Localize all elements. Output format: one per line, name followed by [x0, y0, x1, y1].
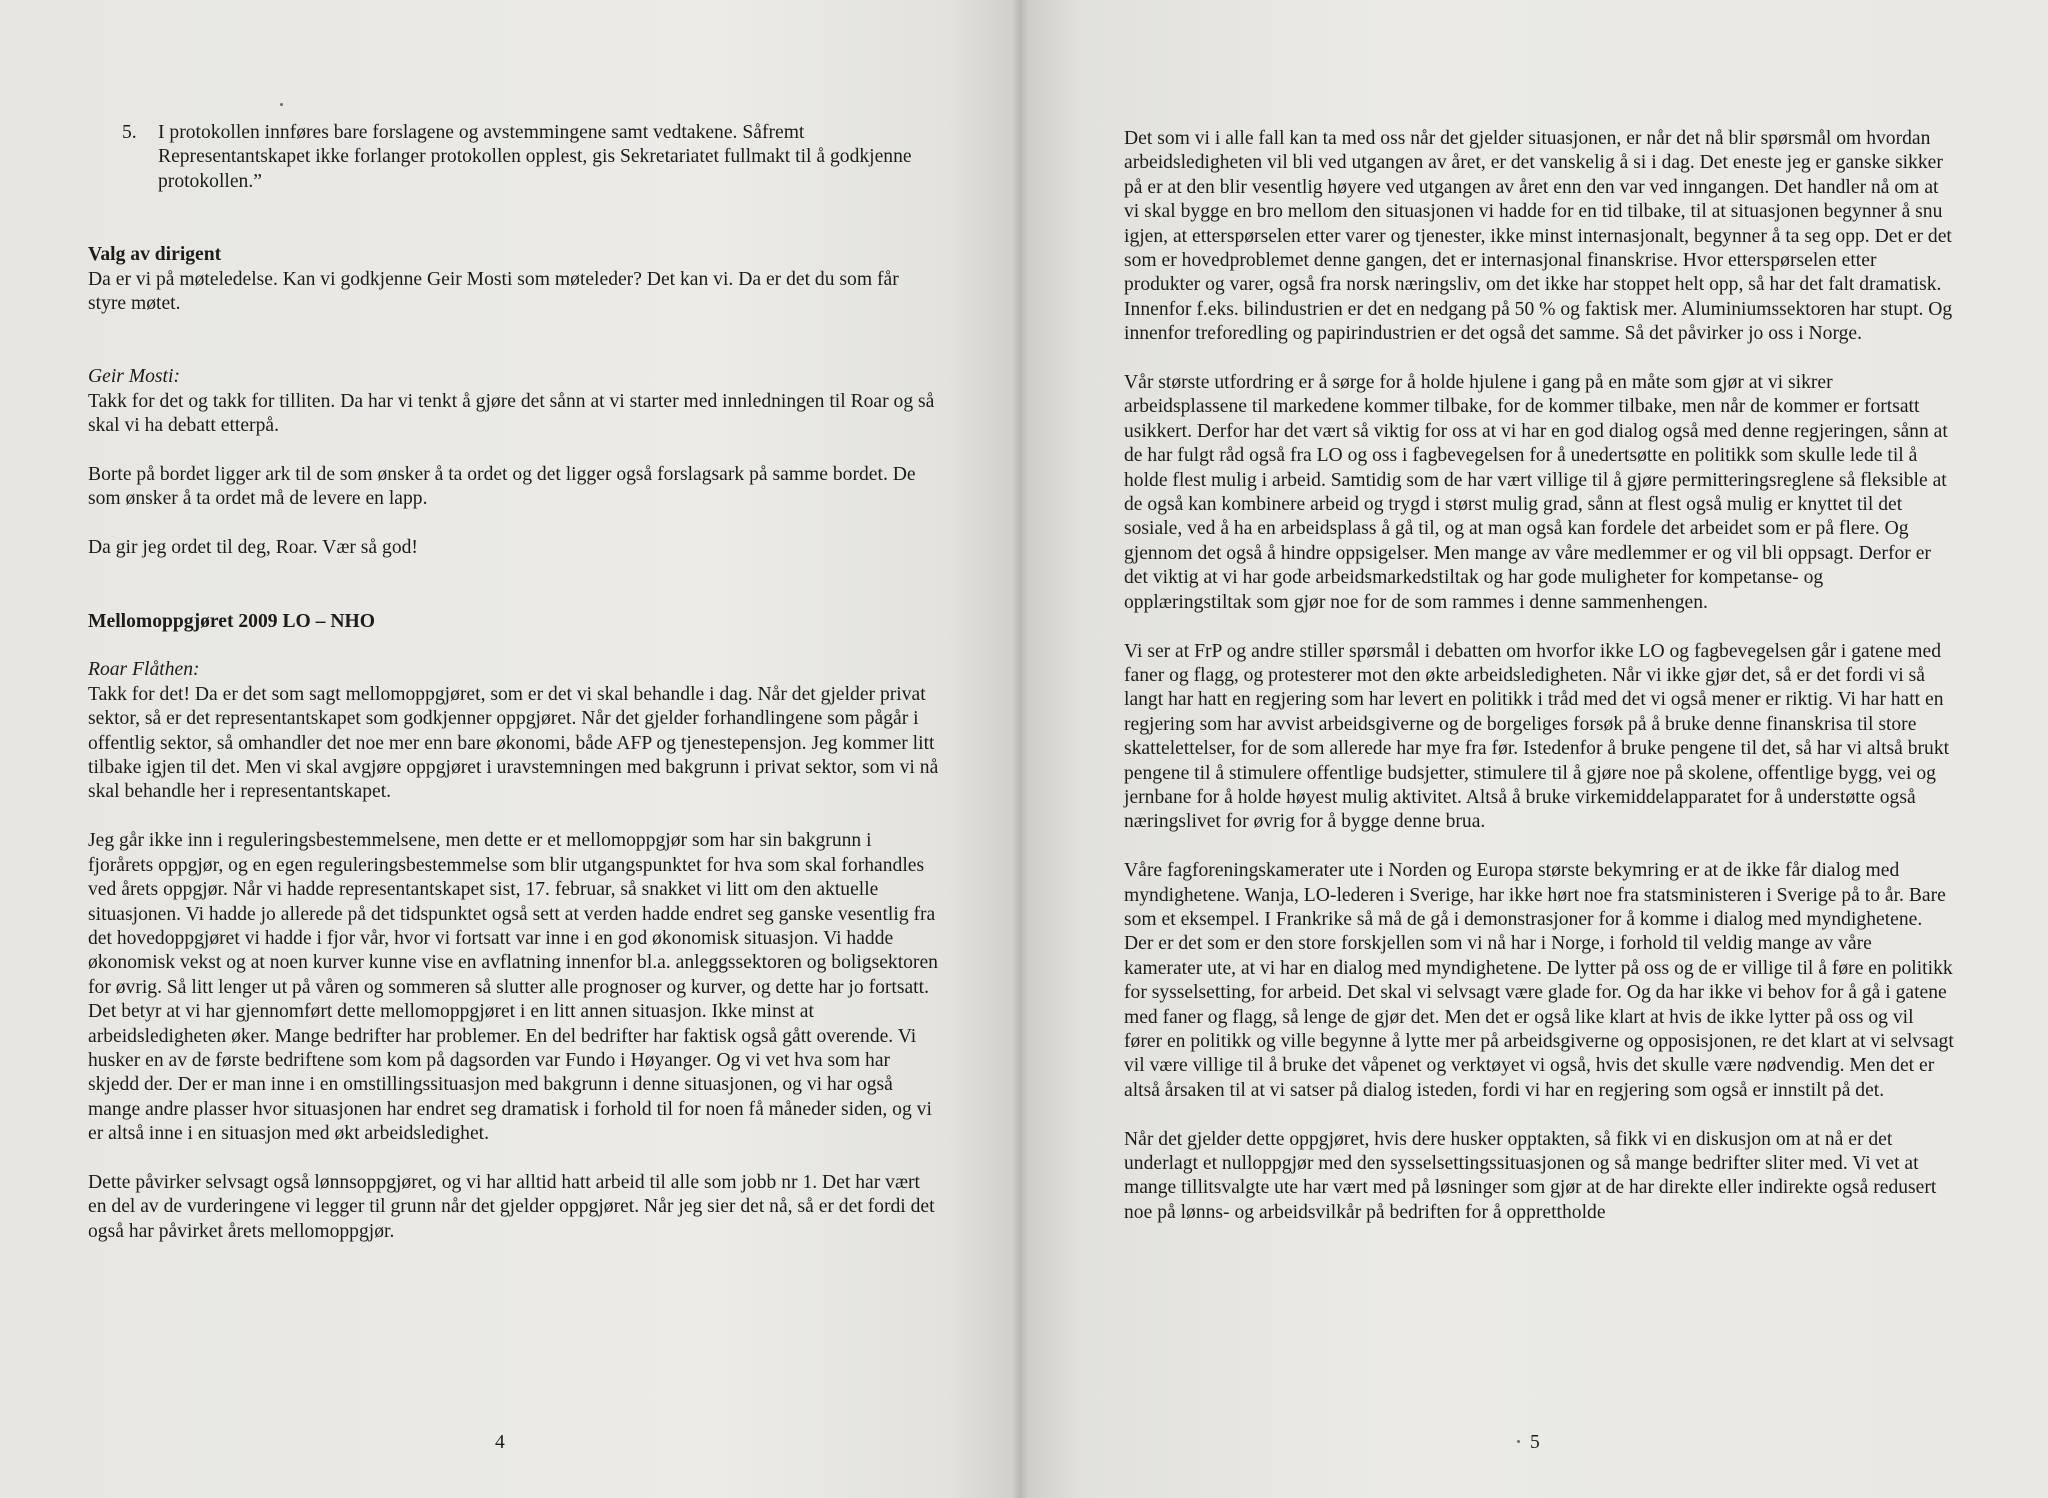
paragraph: Da er vi på møteledelse. Kan vi godkjenne Geir Mosti som møteleder? Det kan vi. Da er det du som får styre møtet. [88, 268, 899, 315]
paragraph: Våre fagforeningskamerater ute i Norden og Europa største bekymring er at de ikke får dialog med myndighetene. Wanja, LO-lederen i Sverige, har ikke hørt noe fra statsministeren i Sverige på to år. Bare som et eksempel. I Frankrike så må de gå i demonstrasjoner for å komme i dialog med myndighetene. Der er det som er den store forskjellen som vi nå har i Norge, i forhold til veldig mange av våre kamerater ute, at vi har en dialog med myndighetene. De lytter på oss og de er villige til å føre en politikk for sysselsetting, for arbeid. Det skal vi selvsagt være glade for. Og da har ikke vi behov for å gå i gatene med faner og flagg, så lenge de gjør det. Men det er også like klart at hvis de ikke lytter på oss og vil fører en politikk og ville begynne å lytte mer på arbeidsgiverne og opposisjonen, re det klart at vi selvsagt vil være villige til å bruke det våpenet og verktøyet vi også, hvis det skulle være nødvendig. Men det er altså årsaken til at vi satser på dialog isteden, fordi vi har en regjering som også er innstilt på det. [1124, 860, 1954, 1101]
page-number: 4 [495, 1432, 505, 1453]
section-heading-mellomoppgjoret: Mellomoppgjøret 2009 LO – NHO [88, 610, 375, 632]
paragraph: Jeg går ikke inn i reguleringsbestemmelsene, men dette er et mellomoppgjør som har sin bakgrunn i fjorårets oppgjør, og en egen reguleringsbestemmelse som blir utgangspunktet for hva som skal forhandles ved årets oppgjør. Når vi hadde representantskapet sist, 17. februar, så snakket vi litt om den aktuelle situasjonen. Vi hadde jo allerede på det tidspunktet også sett at verden hadde endret seg ganske vesentlig fra det hovedoppgjøret vi hadde i fjor vår, hvor vi fortsatt var inne i en god økonomisk situasjon. Vi hadde økonomisk vekst og at noen kurver kunne vise en avflatning innenfor bl.a. anleggssektoren og boligsektoren for øvrig. Så litt lenger ut på våren og sommeren så slutter alle prognoser og kurver, og dette har jo fortsatt. Det betyr at vi har gjennomført dette mellomoppgjøret i en litt annen situasjon. Ikke minst at arbeidsledigheten øker. Mange bedrifter har problemer. En del bedrifter har faktisk også gått overende. Vi husker en av de første bedriftene som kom på dagsorden var Fundo i Høyanger. Og vi vet hva som har skjedd der. Der er man inne i en omstillingssituasjon med bakgrunn i denne situasjonen, og vi har også mange andre plasser hvor situasjonen har endret seg dramatisk i forhold til for noen få måneder siden, og vi er altså inne i en situasjon med økt arbeidsledighet. [88, 830, 938, 1145]
left-page-text [88, 121, 940, 1269]
paragraph: Borte på bordet ligger ark til de som ønsker å ta ordet og det ligger også forslagsark på samme bordet. De som ønsker å ta ordet må de levere en lapp. [88, 464, 916, 510]
speaker-name: Geir Mosti: [88, 366, 180, 388]
item-text: I protokollen innføres bare forslagene og avstemmingene samt vedtakene. Såfremt Representantskapet ikke forlanger protokollen opplest, gis Sekretariatet fullmakt til å godkjenne protokollen.” [158, 122, 912, 192]
section-heading-valg-av-dirigent: Valg av dirigent [88, 244, 222, 266]
right-page [1020, 0, 2048, 1498]
paragraph: Vi ser at FrP og andre stiller spørsmål i debatten om hvorfor ikke LO og fagbevegelsen går i gatene med faner og flagg, og protesterer mot den økte arbeidsledigheten. Når vi ikke gjør det, så er det fordi vi så langt har hatt en regjering som har levert en politikk i tråd med det vi også mener er riktig. Vi har hatt en regjering som har avvist arbeidsgiverne og de borgeliges forsøk på å bruke denne finanskrisa til store skattelettelser, for de som allerede har mye fra før. Istedenfor å bruke pengene til det, så har vi altså brukt pengene til å stimulere offentlige budsjetter, stimulere til å gjøre noe på skolene, offentlige bygg, vei og jernbane for å holde høyest mulig aktivitet. Altså å bruke virkemiddelapparatet for å understøtte også næringslivet for øvrig for å bygge denne brua. [1124, 640, 1950, 833]
item-number: 5. [122, 122, 137, 143]
paragraph: Takk for det og takk for tilliten. Da har vi tenkt å gjøre det sånn at vi starter med innledningen til Roar og så skal vi ha debatt etterpå. [88, 390, 935, 437]
paragraph: Vår største utfordring er å sørge for å holde hjulene i gang på en måte som gjør at vi sikrer arbeidsplassene til markedene kommer tilbake, for de kommer tilbake, men når de kommer er fortsatt usikkert. Derfor har det vært så viktig for oss at vi har en god dialog også med denne regjeringen, sånn at de har fulgt råd også fra LO og oss i fagbevegelsen for å unedertsøtte en politikk som skulle lede til å holde flest mulig i arbeid. Samtidig som de har vært villige til å gjøre permitteringsreglene så fleksible at de også kan kombinere arbeid og trygd i størst mulig grad, sånn at flest også mulig er knyttet til det sosiale, ved å ha en arbeidsplass å gå til, og at man også kan fordele det arbeidet som er på flere. Og gjennom det også å hindre oppsigelser. Men mange av våre medlemmer er og vil bli oppsagt. Derfor er det viktig at vi har gode arbeidsmarkedstiltak og har gode muligheter for kompetanse- og opplæringstiltak som gjør noe for de som rammes i denne sammenhengen. [1124, 372, 1948, 613]
speck [280, 103, 283, 106]
paragraph: Det som vi i alle fall kan ta med oss når det gjelder situasjonen, er når det nå blir spørsmål om hvordan arbeidsledigheten vil bli ved utgangen av året, er det vanskelig å si i dag. Det eneste jeg er ganske sikker på er at den blir vesentlig høyere ved utgangen av året enn den var ved inngangen. Det handler nå om at vi skal bygge en bro mellom den situasjonen vi hadde for en tid tilbake, til at situasjonen begynner å snu igjen, at etterspørselen etter varer og tjenester, ikke minst internasjonalt, begynner å ta seg opp. Det er det som er hovedproblemet denne gangen, det er internasjonal finanskrise. Hvor etterspørselen etter produkter og varer, også fra norsk næringsliv, om det ikke har stoppet helt opp, så har det falt dramatisk. Innenfor f.eks. bilindustrien er det en nedgang på 50 % og faktisk mer. Aluminiumssektoren har stupt. Og innenfor treforedling og papirindustrien er det også det samme. Så det påvirker jo oss i Norge. [1124, 128, 1953, 345]
paragraph: Da gir jeg ordet til deg, Roar. Vær så god! [88, 537, 418, 559]
book-spine-shadow [1012, 0, 1028, 1498]
paragraph: Takk for det! Da er det som sagt mellomoppgjøret, som er det vi skal behandle i dag. Når det gjelder privat sektor, så er det representantskapet som godkjenner oppgjøret. Når det gjelder forhandlingene som pågår i offentlig sektor, så omhandler det noe mer enn bare økonomi, både AFP og tjenestepensjon. Jeg kommer litt tilbake igjen til det. Men vi skal avgjøre oppgjøret i uravstemningen med bakgrunn i privat sektor, som vi nå skal behandle her i representantskapet. [88, 683, 939, 803]
right-page-text [1124, 127, 1954, 1250]
speck [1517, 1440, 1520, 1443]
paragraph: Dette påvirker selvsagt også lønnsoppgjøret, og vi har alltid hatt arbeid til alle som jobb nr 1. Det har vært en del av de vurderingene vi legger til grunn når det gjelder oppgjøret. Når jeg sier det nå, så er det fordi det også har påvirket årets mellomoppgjør. [88, 1171, 935, 1242]
page-number: 5 [1530, 1432, 1540, 1453]
paragraph: Når det gjelder dette oppgjøret, hvis dere husker opptakten, så fikk vi en diskusjon om at nå er det underlagt et nulloppgjør med den sysselsettingssituasjonen og så mange bedrifter sliter med. Vi vet at mange tillitsvalgte ute har vært med på løsninger som gjør at de har direkte eller indirekte også redusert noe på lønns- og arbeidsvilkår på bedriften for å opprettholde [1124, 1128, 1937, 1223]
speaker-name: Roar Flåthen: [88, 659, 200, 681]
protocol-item-5 [88, 121, 940, 194]
left-page [0, 0, 1020, 1498]
